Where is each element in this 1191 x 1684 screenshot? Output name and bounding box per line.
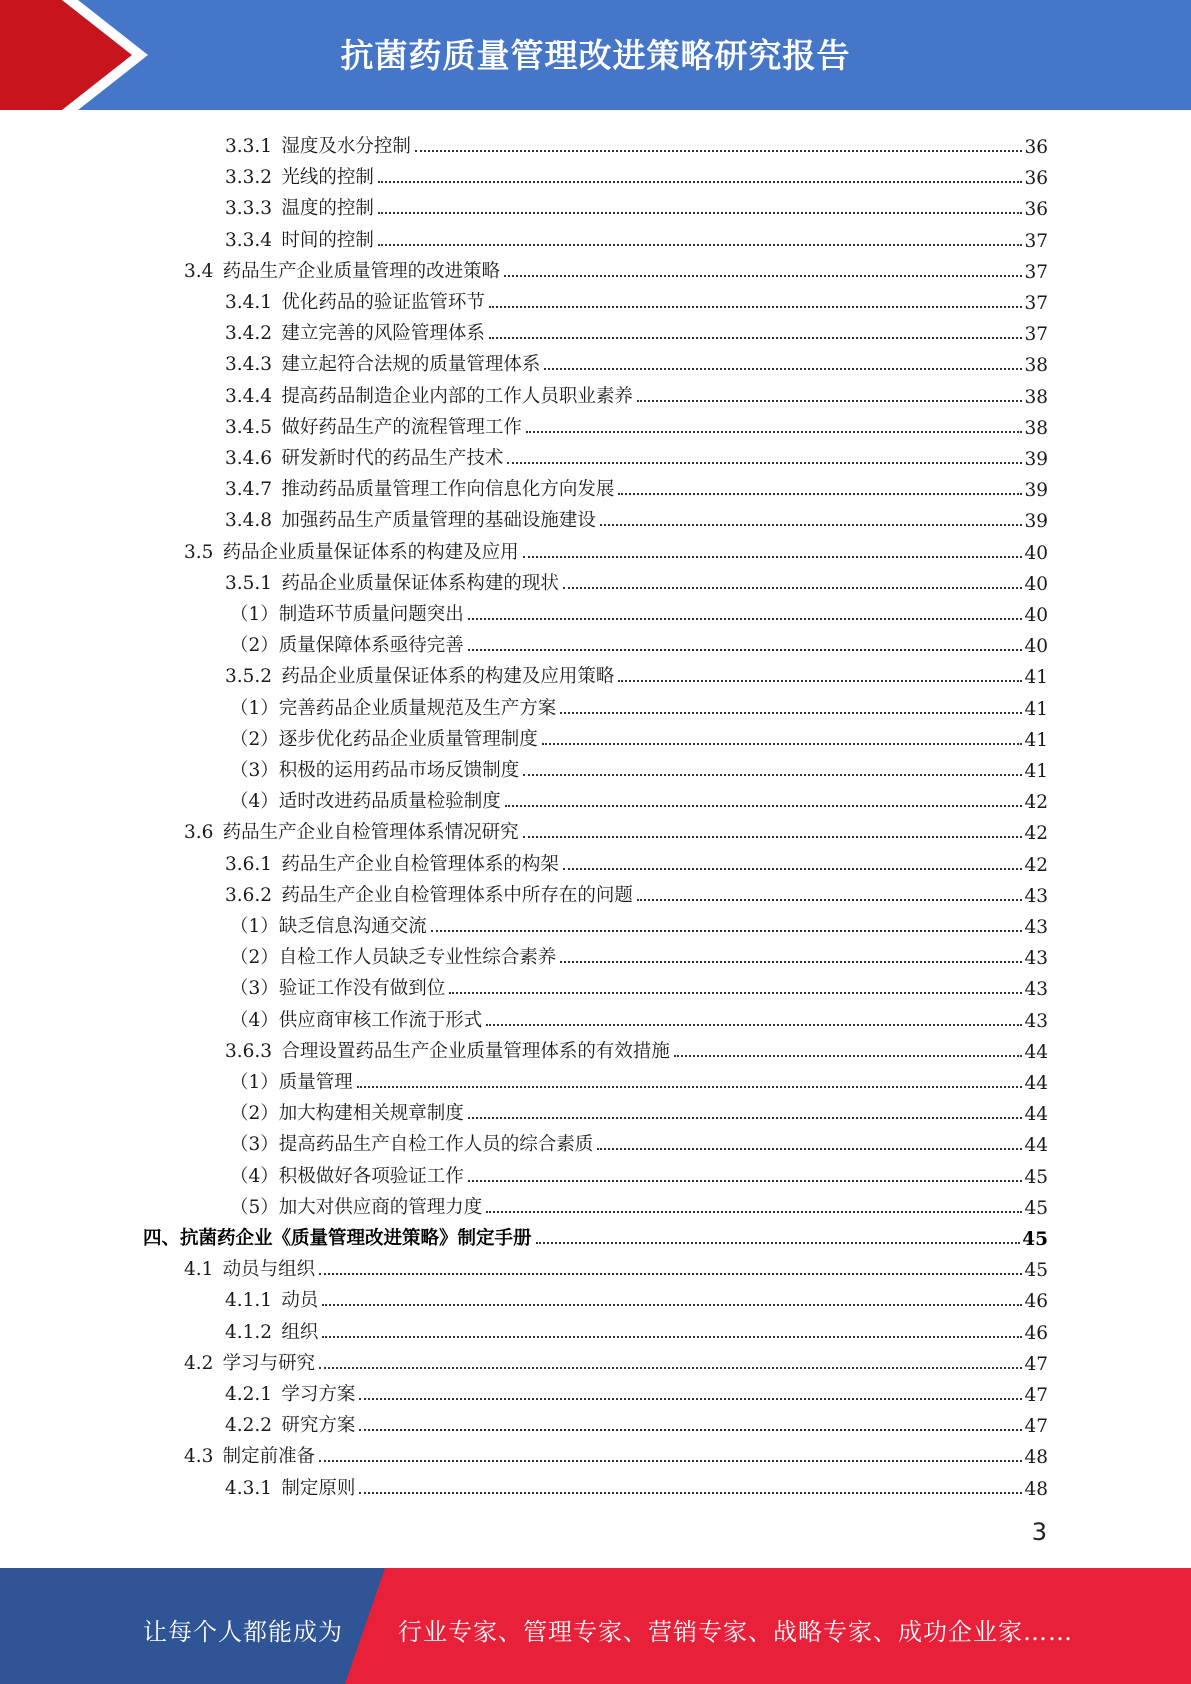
toc-entry-page: 47 <box>1024 1416 1048 1438</box>
toc-entry-text: 建立完善的风险管理体系 <box>281 323 485 345</box>
toc-entry-page: 45 <box>1024 1166 1048 1188</box>
toc-entry-title <box>225 1474 357 1500</box>
toc-entry-title <box>184 538 521 564</box>
toc-entry-title <box>225 226 376 252</box>
toc-entry-text: 积极做好各项验证工作 <box>278 1165 464 1187</box>
toc-leader-dots <box>597 1148 1022 1150</box>
toc-entry-number: 3.3.2 <box>225 167 273 189</box>
toc-entry-page: 45 <box>1022 1229 1048 1250</box>
toc-entry-number: 3.4.7 <box>225 479 273 501</box>
toc-leader-dots <box>319 1273 1022 1275</box>
toc-entry[interactable] <box>225 470 1048 501</box>
toc-entry-number: （2） <box>230 947 279 969</box>
toc-entry[interactable] <box>225 221 1048 252</box>
toc-entry-number: 3.5 <box>184 541 214 563</box>
toc-entry[interactable] <box>230 626 1048 657</box>
toc-entry[interactable] <box>184 252 1048 283</box>
toc-entry-page: 44 <box>1024 1073 1048 1094</box>
toc-entry[interactable] <box>225 876 1048 907</box>
toc-entry-page: 46 <box>1024 1322 1048 1344</box>
toc-entry[interactable] <box>230 1094 1048 1125</box>
toc-entry-text: 加大构建相关规章制度 <box>278 1103 464 1125</box>
toc-leader-dots <box>468 1117 1023 1119</box>
toc-entry[interactable] <box>225 127 1048 158</box>
toc-entry-number: 3.6.3 <box>225 1040 273 1062</box>
toc-entry-text: 光线的控制 <box>281 167 374 189</box>
toc-leader-dots <box>507 462 1022 464</box>
toc-entry-page: 39 <box>1024 511 1048 533</box>
toc-entry[interactable] <box>225 1406 1048 1437</box>
toc-entry[interactable] <box>225 189 1048 220</box>
toc-entry-page: 42 <box>1024 792 1048 814</box>
toc-entry[interactable] <box>225 377 1048 408</box>
toc-entry-number: 3.3.3 <box>225 198 273 220</box>
toc-entry-number: 4.2.1 <box>225 1384 273 1405</box>
toc-entry-number: 3.5.2 <box>225 666 273 688</box>
toc-entry[interactable] <box>230 1157 1048 1188</box>
toc-entry[interactable] <box>230 782 1048 813</box>
footer-slogan-left: 让每个人都能成为 <box>143 1618 343 1646</box>
toc-entry-text: 组织 <box>281 1321 319 1343</box>
toc-entry[interactable] <box>225 158 1048 189</box>
toc-leader-dots <box>357 1086 1023 1088</box>
toc-entry-title <box>230 600 466 626</box>
toc-entry[interactable] <box>225 1375 1048 1406</box>
toc-entry-page: 44 <box>1024 1104 1048 1126</box>
toc-entry-title <box>225 163 376 189</box>
toc-entry-number: 3.5.1 <box>225 572 273 594</box>
header-title: 抗菌药质量管理改进策略研究报告 <box>340 36 851 75</box>
toc-entry-text: 供应商审核工作流于形式 <box>278 1009 483 1031</box>
toc-leader-dots <box>544 368 1022 370</box>
toc-entry-text: 抗菌药企业《质量管理改进策略》制定手册 <box>180 1228 532 1249</box>
toc-leader-dots <box>359 1429 1022 1431</box>
toc-entry[interactable] <box>230 969 1048 1000</box>
toc-entry-title <box>230 631 466 657</box>
toc-entry-page: 38 <box>1024 417 1048 439</box>
toc-entry-text: 缺乏信息沟通交流 <box>278 916 427 937</box>
toc-entry[interactable] <box>225 501 1048 532</box>
toc-entry-number: （3） <box>230 760 279 781</box>
toc-entry-page: 41 <box>1024 667 1048 689</box>
toc-entry-page: 43 <box>1024 1010 1048 1032</box>
toc-entry[interactable] <box>225 1032 1048 1063</box>
toc-entry-page: 47 <box>1024 1385 1048 1406</box>
toc-entry[interactable] <box>230 938 1048 969</box>
toc-entry-text: 制定前准备 <box>222 1446 316 1468</box>
toc-entry-number: （1） <box>230 697 279 719</box>
toc-leader-dots <box>415 150 1023 152</box>
toc-entry-title <box>225 1037 672 1063</box>
toc-entry[interactable] <box>184 533 1048 564</box>
toc-entry-title <box>225 506 598 532</box>
toc-entry-page: 40 <box>1024 542 1048 564</box>
toc-entry-title <box>230 1068 355 1094</box>
toc-entry-page: 36 <box>1024 137 1048 158</box>
toc-entry-number: （2） <box>230 1103 279 1125</box>
toc-entry-title <box>225 288 487 314</box>
toc-entry[interactable] <box>230 1125 1048 1156</box>
toc-leader-dots <box>468 618 1023 620</box>
toc-entry-number: 4.3.1 <box>225 1477 273 1499</box>
toc-entry-page: 43 <box>1024 979 1048 1001</box>
toc-entry-title <box>225 319 487 345</box>
toc-entry[interactable] <box>225 845 1048 876</box>
toc-entry[interactable] <box>225 1313 1048 1344</box>
toc-leader-dots <box>378 244 1023 246</box>
toc-leader-dots <box>431 930 1023 932</box>
toc-leader-dots <box>489 337 1023 339</box>
toc-entry-text: 提高药品制造企业内部的工作人员职业素养 <box>281 385 633 407</box>
toc-leader-dots <box>486 1211 1022 1213</box>
toc-entry-page: 40 <box>1024 636 1048 658</box>
toc-entry-title <box>184 818 521 844</box>
page-footer <box>0 1568 1191 1684</box>
toc-entry-page: 46 <box>1024 1291 1048 1313</box>
toc-entry-page: 36 <box>1024 168 1048 190</box>
toc-leader-dots <box>526 431 1023 433</box>
toc-entry-text: 合理设置药品生产企业质量管理体系的有效措施 <box>281 1040 670 1062</box>
toc-entry-number: （3） <box>230 978 279 1000</box>
toc-entry-text: 做好药品生产的流程管理工作 <box>281 416 522 438</box>
toc-entry-text: 自检工作人员缺乏专业性综合素养 <box>278 947 557 969</box>
toc-entry-title <box>230 756 521 782</box>
toc-entry-number: 3.6 <box>184 822 214 844</box>
toc-entry-text: 湿度及水分控制 <box>281 136 411 157</box>
toc-leader-dots <box>560 712 1022 714</box>
toc-entry-page: 39 <box>1024 480 1048 502</box>
toc-entry-page: 45 <box>1024 1260 1048 1282</box>
toc-entry-title <box>225 382 635 408</box>
toc-entry-title <box>143 1224 534 1250</box>
toc-entry-page: 36 <box>1024 199 1048 221</box>
toc-entry-text: 药品生产企业质量管理的改进策略 <box>222 260 501 282</box>
toc-entry-page: 38 <box>1024 386 1048 408</box>
toc-entry-text: 时间的控制 <box>281 229 374 251</box>
toc-leader-dots <box>560 961 1022 963</box>
toc-entry-title <box>225 662 616 688</box>
toc-leader-dots <box>563 868 1023 870</box>
toc-entry-number: 4.3 <box>184 1446 214 1468</box>
toc-entry-title <box>225 1318 320 1344</box>
toc-entry-text: 质量管理 <box>278 1072 353 1093</box>
toc-entry-number: （1） <box>230 1072 279 1093</box>
toc-entry-page: 47 <box>1024 1353 1048 1375</box>
toc-entry-title <box>184 1255 317 1281</box>
toc-leader-dots <box>489 306 1023 308</box>
toc-entry-number: （2） <box>230 635 279 657</box>
toc-leader-dots <box>563 587 1023 589</box>
toc-leader-dots <box>468 1180 1023 1182</box>
toc-entry-page: 44 <box>1024 1041 1048 1063</box>
toc-entry-text: 建立起符合法规的质量管理体系 <box>281 354 541 376</box>
toc-entry-text: 完善药品企业质量规范及生产方案 <box>278 697 557 719</box>
toc-entry-number: （2） <box>230 728 279 750</box>
toc-entry-page: 48 <box>1024 1478 1048 1500</box>
toc-entry-title <box>230 974 447 1000</box>
toc-entry[interactable] <box>230 595 1048 626</box>
toc-entry[interactable] <box>184 813 1048 844</box>
toc-leader-dots <box>674 1055 1023 1057</box>
toc-entry-page: 39 <box>1024 449 1048 470</box>
toc-entry[interactable] <box>230 1001 1048 1032</box>
toc-leader-dots <box>618 680 1022 682</box>
toc-entry-page: 37 <box>1024 293 1048 314</box>
toc-entry-number: 四、 <box>143 1228 181 1249</box>
toc-entry-text: 药品企业质量保证体系的构建及应用 <box>222 541 519 563</box>
toc-entry-number: （1） <box>230 916 279 937</box>
toc-leader-dots <box>486 1024 1022 1026</box>
toc-entry-title <box>230 1099 466 1125</box>
toc-entry-title <box>230 725 540 751</box>
toc-entry-title <box>230 787 503 813</box>
toc-entry-title <box>225 1286 320 1312</box>
toc-entry-title <box>225 1411 357 1437</box>
toc-entry[interactable] <box>184 1437 1048 1468</box>
toc-entry-text: 学习与研究 <box>222 1352 316 1374</box>
toc-entry-title <box>225 850 561 876</box>
toc-leader-dots <box>359 1492 1022 1494</box>
toc-entry-text: 提高药品生产自检工作人员的综合素质 <box>278 1134 594 1156</box>
toc-entry-title <box>225 881 635 907</box>
toc-entry-number: 3.4.3 <box>225 354 273 376</box>
page-number: 3 <box>1031 1518 1047 1546</box>
toc-entry-title <box>225 413 524 439</box>
toc-entry-title <box>230 912 429 938</box>
toc-entry-text: 动员与组织 <box>222 1259 316 1281</box>
toc-entry-number: （1） <box>230 604 279 625</box>
toc-leader-dots <box>378 181 1023 183</box>
toc-entry-number: 3.4.1 <box>225 292 273 313</box>
toc-entry-number: 3.6.1 <box>225 853 273 875</box>
toc-leader-dots <box>600 524 1023 526</box>
toc-leader-dots <box>618 493 1022 495</box>
footer-slogan-right: 行业专家、管理专家、营销专家、战略专家、成功企业家…… <box>398 1618 1073 1646</box>
toc-entry-text: 适时改进药品质量检验制度 <box>278 791 501 813</box>
toc-leader-dots <box>449 992 1022 994</box>
toc-entry-text: 温度的控制 <box>281 198 374 220</box>
toc-entry-page: 40 <box>1024 605 1048 626</box>
toc-entry-page: 42 <box>1024 823 1048 845</box>
toc-entry-page: 42 <box>1024 854 1048 876</box>
toc-entry-title <box>225 444 505 470</box>
toc-entry-title <box>225 475 616 501</box>
toc-entry-text: 质量保障体系亟待完善 <box>278 635 464 657</box>
toc-entry-number: （4） <box>230 1009 279 1031</box>
toc-entry-page: 37 <box>1024 230 1048 252</box>
toc-entry-title <box>230 1130 595 1156</box>
toc-entry-text: 学习方案 <box>281 1384 356 1405</box>
toc-entry-title <box>184 1442 317 1468</box>
toc-leader-dots <box>322 1336 1022 1338</box>
toc-leader-dots <box>322 1304 1022 1306</box>
toc-leader-dots <box>637 899 1023 901</box>
toc-entry-number: 3.6.2 <box>225 884 273 906</box>
toc-entry-text: 推动药品质量管理工作向信息化方向发展 <box>281 479 615 501</box>
toc-entry-title <box>225 1380 357 1406</box>
toc-entry-text: 药品生产企业自检管理体系中所存在的问题 <box>281 884 633 906</box>
toc-entry-title <box>230 943 558 969</box>
toc-entry-number: （4） <box>230 791 279 813</box>
toc-entry-page: 45 <box>1024 1197 1048 1219</box>
toc-entry-title <box>230 1006 484 1032</box>
toc-entry-title <box>225 194 376 220</box>
toc-entry[interactable] <box>225 1281 1048 1312</box>
toc-leader-dots <box>523 836 1023 838</box>
toc-entry-text: 制定原则 <box>281 1477 356 1499</box>
toc-entry[interactable] <box>225 345 1048 376</box>
toc-entry-number: 4.1.2 <box>225 1321 273 1343</box>
toc-entry-title <box>225 132 413 158</box>
toc-entry-number: 3.4.2 <box>225 323 273 345</box>
toc-entry-text: 验证工作没有做到位 <box>278 978 446 1000</box>
toc-leader-dots <box>505 805 1023 807</box>
toc-entry-text: 研发新时代的药品生产技术 <box>281 448 504 469</box>
toc-entry-text: 逐步优化药品企业质量管理制度 <box>278 728 538 750</box>
toc-entry[interactable] <box>225 1469 1048 1500</box>
toc-entry-title <box>225 569 561 595</box>
toc-entry-text: 动员 <box>281 1290 319 1312</box>
toc-entry-number: 3.4 <box>184 260 214 282</box>
toc-leader-dots <box>504 275 1022 277</box>
toc-leader-dots <box>468 649 1023 651</box>
toc-entry-title <box>225 350 542 376</box>
toc-entry-page: 44 <box>1024 1135 1048 1157</box>
toc-entry-number: 4.1 <box>184 1259 214 1281</box>
toc-entry-page: 43 <box>1024 948 1048 970</box>
toc-entry-text: 研究方案 <box>281 1415 356 1437</box>
toc-entry[interactable] <box>225 657 1048 688</box>
toc-entry-number: 3.4.5 <box>225 416 273 438</box>
toc-entry-number: （4） <box>230 1165 279 1187</box>
toc-leader-dots <box>637 400 1023 402</box>
toc-entry-number: 4.1.1 <box>225 1290 273 1312</box>
toc-entry-page: 41 <box>1024 729 1048 751</box>
toc-leader-dots <box>359 1398 1022 1400</box>
toc-entry-title <box>184 1349 317 1375</box>
toc-entry-page: 38 <box>1024 355 1048 377</box>
toc-entry-number: 3.4.4 <box>225 385 273 407</box>
toc-entry[interactable] <box>230 907 1048 938</box>
toc-entry[interactable] <box>230 1063 1048 1094</box>
toc-entry[interactable] <box>225 564 1048 595</box>
page-header <box>0 0 1191 110</box>
toc-leader-dots <box>542 743 1023 745</box>
toc-entry-text: 积极的运用药品市场反馈制度 <box>278 760 520 781</box>
toc-leader-dots <box>319 1460 1022 1462</box>
toc-entry-page: 43 <box>1024 917 1048 938</box>
toc-entry-text: 制造环节质量问题突出 <box>278 604 464 625</box>
toc-entry[interactable] <box>143 1219 1048 1250</box>
toc-entry-text: 药品企业质量保证体系的构建及应用策略 <box>281 666 615 688</box>
toc-entry-text: 药品生产企业自检管理体系的构架 <box>281 853 559 875</box>
toc-entry[interactable] <box>230 751 1048 782</box>
toc-entry-title <box>230 1162 466 1188</box>
toc-entry-page: 43 <box>1024 885 1048 907</box>
toc-leader-dots <box>536 1242 1021 1244</box>
toc-entry-number: 4.2 <box>184 1352 214 1374</box>
toc-entry[interactable] <box>225 283 1048 314</box>
toc-leader-dots <box>523 774 1022 776</box>
toc-entry-text: 药品企业质量保证体系构建的现状 <box>281 572 559 594</box>
toc-entry[interactable] <box>184 1344 1048 1375</box>
toc-entry-page: 40 <box>1024 573 1048 595</box>
toc-entry-number: （3） <box>230 1134 279 1156</box>
toc-entry-text: 优化药品的验证监管环节 <box>281 292 485 313</box>
toc-entry-text: 药品生产企业自检管理体系情况研究 <box>222 822 519 844</box>
toc-entry-page: 41 <box>1024 761 1048 782</box>
toc-entry-number: 3.3.4 <box>225 229 273 251</box>
toc-entry-number: 3.4.6 <box>225 448 273 469</box>
toc-entry-text: 加大对供应商的管理力度 <box>278 1196 483 1218</box>
toc-entry[interactable] <box>230 720 1048 751</box>
toc-entry[interactable] <box>225 439 1048 470</box>
toc-entry[interactable] <box>184 1250 1048 1281</box>
toc-entry-number: 3.4.8 <box>225 510 273 532</box>
toc-entry[interactable] <box>225 408 1048 439</box>
toc-entry-page: 37 <box>1024 324 1048 346</box>
toc-entry[interactable] <box>230 689 1048 720</box>
toc-leader-dots <box>523 556 1023 558</box>
toc-entry-number: 3.3.1 <box>225 136 273 157</box>
toc-entry-page: 37 <box>1024 261 1048 283</box>
toc-leader-dots <box>378 212 1023 214</box>
toc-entry-number: 4.2.2 <box>225 1415 273 1437</box>
toc-entry-page: 41 <box>1024 698 1048 720</box>
toc-entry[interactable] <box>230 1188 1048 1219</box>
toc-leader-dots <box>319 1367 1022 1369</box>
toc-entry-number: （5） <box>230 1196 279 1218</box>
toc-entry-title <box>230 1193 484 1219</box>
toc-entry[interactable] <box>225 314 1048 345</box>
toc-entry-title <box>230 694 558 720</box>
toc-entry-title <box>184 257 502 283</box>
toc-entry-page: 48 <box>1024 1447 1048 1469</box>
toc-entry-text: 加强药品生产质量管理的基础设施建设 <box>281 510 596 532</box>
